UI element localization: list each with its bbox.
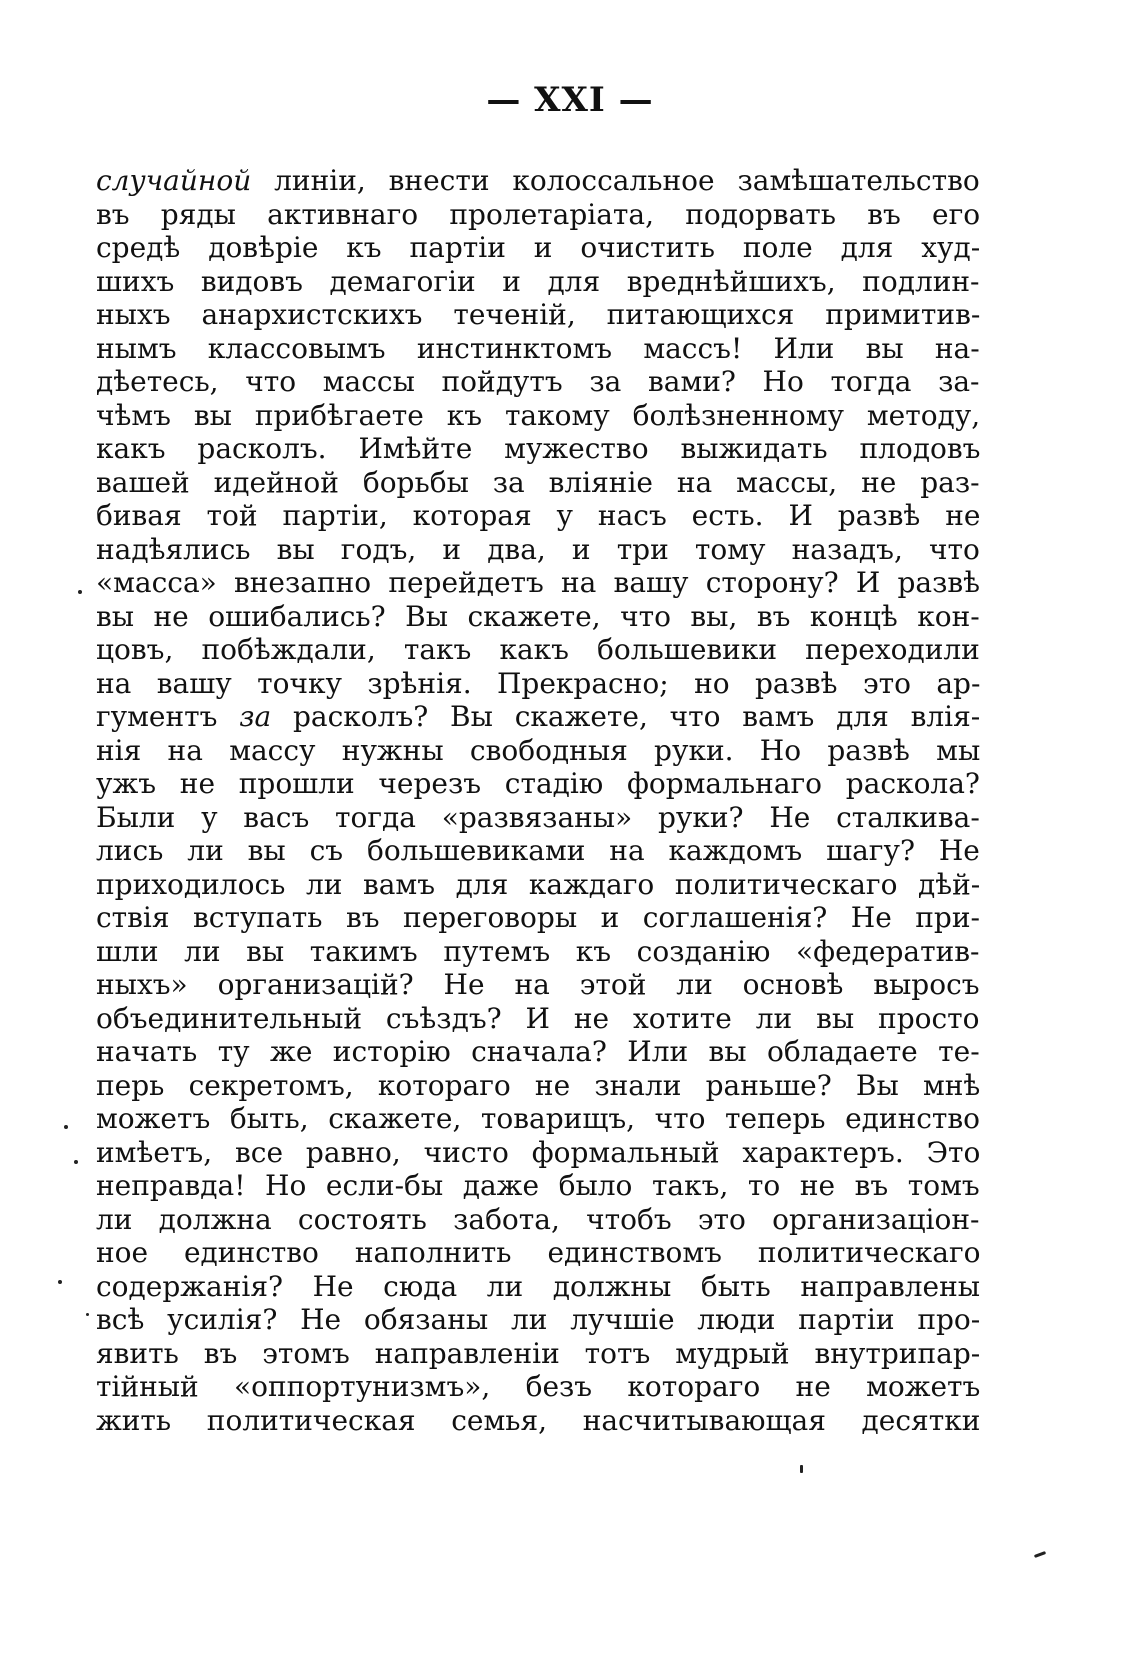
line-text: можетъ быть, скажете, товарищъ, что теперь единство [96, 1102, 980, 1135]
text-line [96, 298, 980, 332]
line-text: вашей идейной борьбы за влiянiе на массы, не раз- [96, 465, 980, 499]
line-text: объединительный съѣздъ? И не хотите ли вы просто [96, 1001, 980, 1035]
line-text: нымъ классовымъ инстинктомъ массъ! Или вы на- [96, 331, 980, 365]
text-line [96, 834, 980, 868]
text-line [96, 1102, 980, 1136]
line-text: ствiя вступать въ переговоры и соглашенiя? Не при- [96, 901, 980, 934]
text-line [96, 265, 980, 299]
italic-emphasis: за [239, 700, 272, 733]
line-text: приходилось ли вамъ для каждаго политическаго дѣй- [96, 867, 980, 901]
text-line [96, 231, 980, 265]
text-line [96, 700, 980, 734]
line-text: какъ расколъ. Имѣйте мужество выжидать плодовъ [96, 432, 980, 465]
line-text: линiи, внести колоссальное замѣшательство [251, 164, 980, 197]
line-text: лись ли вы съ большевиками на каждомъ шагу? Не [96, 834, 980, 867]
print-speck [74, 1160, 78, 1164]
line-text: ныхъ» организацiй? Не на этой ли основѣ выросъ [96, 968, 980, 1001]
text-line [96, 533, 980, 567]
page-number: — XXI — [486, 80, 654, 120]
text-line [96, 1136, 980, 1170]
text-line [96, 868, 980, 902]
line-text: ное единство наполнить единствомъ политическаго [96, 1236, 980, 1269]
line-text: всѣ усилiя? Не обязаны ли лучшiе люди партiи про- [96, 1303, 980, 1336]
text-line [96, 1370, 980, 1404]
print-speck [1034, 1551, 1046, 1558]
text-line [96, 1035, 980, 1069]
line-text: ужъ не прошли черезъ стадiю формальнаго раскола? [96, 767, 980, 800]
text-line [96, 1203, 980, 1237]
line-text: шихъ видовъ демагогiи и для вреднѣйшихъ, подлин- [96, 264, 980, 298]
print-speck [58, 1280, 62, 1284]
text-line [96, 935, 980, 969]
text-line [96, 1069, 980, 1103]
line-text: на вашу точку зрѣнiя. Прекрасно; но развѣ это ар- [96, 666, 980, 700]
line-text: ли должна состоять забота, чтобъ это организацiон- [96, 1202, 980, 1236]
text-line [96, 1236, 980, 1270]
text-line [96, 499, 980, 533]
line-text: надѣялись вы годъ, и два, и три тому назадъ, что [96, 532, 980, 566]
print-speck [86, 1313, 89, 1316]
text-line [96, 332, 980, 366]
line-text: тiйный «оппортунизмъ», безъ котораго не можетъ [96, 1370, 980, 1403]
text-line [96, 600, 980, 634]
text-line [96, 1337, 980, 1371]
line-text: шли ли вы такимъ путемъ къ созданiю «федератив- [96, 934, 980, 968]
body-text [96, 164, 980, 1437]
line-text: чѣмъ вы прибѣгаете къ такому болѣзненному методу, [96, 398, 980, 432]
text-line [96, 767, 980, 801]
print-speck [800, 1465, 803, 1473]
text-line [96, 901, 980, 935]
text-line [96, 633, 980, 667]
text-line [96, 1002, 980, 1036]
text-line [96, 667, 980, 701]
text-line [96, 1270, 980, 1304]
line-text: имѣетъ, все равно, чисто формальный характеръ. Это [96, 1135, 980, 1169]
line-text: «масса» внезапно перейдетъ на вашу сторону? И развѣ [96, 566, 980, 599]
line-text: жить политическая семья, насчитывающая десятки [96, 1403, 980, 1437]
text-line [96, 164, 980, 198]
line-text: вы не ошибались? Вы скажете, что вы, въ концѣ кон- [96, 599, 980, 633]
print-speck [78, 590, 82, 594]
line-text: перь секретомъ, котораго не знали раньше? Вы мнѣ [96, 1068, 980, 1102]
text-line [96, 399, 980, 433]
text-line [96, 198, 980, 232]
text-line [96, 1303, 980, 1337]
text-line [96, 968, 980, 1002]
line-text: цовъ, побѣждали, такъ какъ большевики переходили [96, 633, 980, 666]
text-line [96, 432, 980, 466]
line-text: дѣетесь, что массы пойдутъ за вами? Но тогда за- [96, 365, 980, 398]
text-line [96, 1169, 980, 1203]
line-text: содержанiя? Не сюда ли должны быть направлены [96, 1269, 980, 1303]
line-text: неправда! Но если-бы даже было такъ, то не въ томъ [96, 1169, 980, 1202]
line-text: средѣ довѣрiе къ партiи и очистить поле для худ- [96, 231, 980, 264]
italic-emphasis: случайной [96, 164, 252, 197]
line-text: расколъ? Вы скажете, что вамъ для влiя- [271, 700, 980, 733]
line-text: явить въ этомъ направленiи тотъ мудрый внутрипар- [96, 1336, 980, 1370]
line-text: нiя на массу нужны свободныя руки. Но развѣ мы [96, 733, 980, 767]
line-text: бивая той партiи, которая у насъ есть. И развѣ не [96, 499, 980, 532]
text-line [96, 801, 980, 835]
line-text: Были у васъ тогда «развязаны» руки? Не сталкива- [96, 800, 980, 834]
print-speck [64, 1125, 68, 1129]
line-text: ныхъ анархистскихъ теченiй, питающихся примитив- [96, 298, 980, 331]
text-line [96, 466, 980, 500]
text-line [96, 566, 980, 600]
text-line [96, 1404, 980, 1438]
line-text: въ ряды активнаго пролетарiата, подорвать въ его [96, 197, 980, 231]
text-line [96, 365, 980, 399]
line-text: гументъ [96, 700, 240, 733]
line-text: начать ту же исторiю сначала? Или вы обладаете те- [96, 1035, 980, 1068]
text-line [96, 734, 980, 768]
